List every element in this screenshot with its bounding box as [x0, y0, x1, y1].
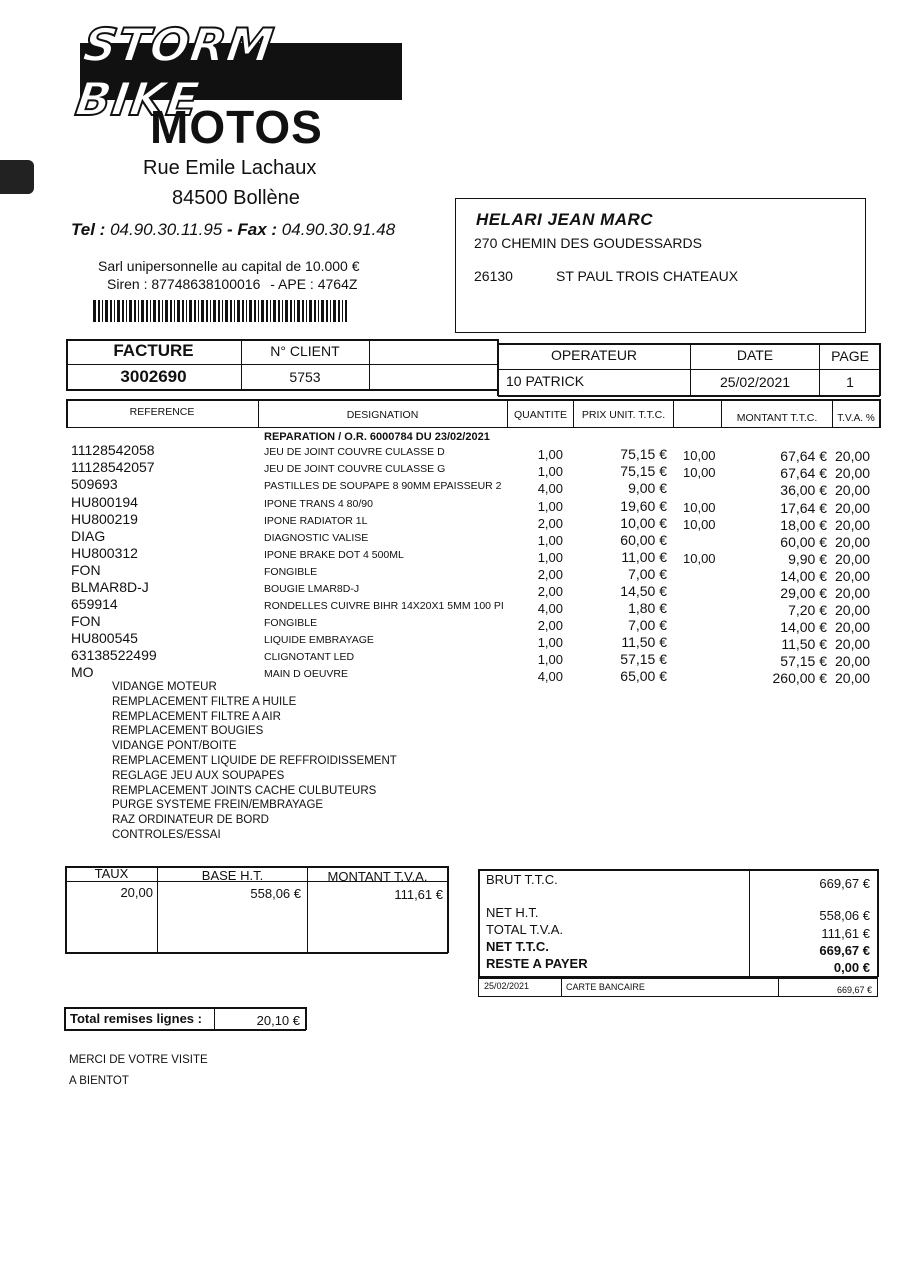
item-vat-rate: 20,00	[835, 482, 871, 498]
column-tva: T.V.A. %	[837, 413, 875, 424]
item-quantity: 2,00	[537, 584, 563, 599]
list-item: PURGE SYSTEME FREIN/EMBRAYAGE	[112, 799, 324, 812]
barcode-bar	[110, 300, 112, 322]
item-quantity: 1,00	[537, 533, 563, 548]
item-unit-price: 19,60 €	[620, 498, 667, 514]
vat-montant-label: MONTANT T.V.A.	[327, 869, 428, 884]
list-item: VIDANGE PONT/BOITE	[112, 740, 237, 753]
item-unit-price: 60,00 €	[620, 532, 667, 548]
list-item: REMPLACEMENT BOUGIES	[112, 725, 264, 738]
barcode-bar	[254, 300, 256, 322]
item-vat-rate: 20,00	[835, 585, 871, 601]
list-item: RAZ ORDINATEUR DE BORD	[112, 814, 269, 827]
item-designation: FONGIBLE	[264, 617, 318, 629]
item-vat-rate: 20,00	[835, 500, 871, 516]
barcode-bar	[93, 300, 96, 322]
item-reference: DIAG	[71, 528, 106, 544]
barcode-bar	[333, 300, 336, 322]
item-vat-rate: 20,00	[835, 619, 871, 635]
column-quantite: QUANTITE	[513, 409, 568, 421]
item-amount: 36,00 €	[780, 482, 827, 498]
remises-label: Total remises lignes :	[70, 1011, 202, 1026]
item-reference: 11128542058	[71, 442, 155, 458]
operator-value: 10 PATRICK	[506, 373, 585, 389]
item-designation: MAIN D OEUVRE	[264, 668, 349, 680]
barcode-bar	[225, 300, 228, 322]
barcode-bar	[174, 300, 175, 322]
company-siren	[107, 276, 357, 292]
item-amount: 60,00 €	[780, 534, 827, 550]
barcode-bar	[105, 300, 108, 322]
net-ht-label: NET H.T.	[486, 905, 539, 920]
item-reference: HU800194	[71, 494, 138, 510]
item-unit-price: 10,00 €	[620, 515, 667, 531]
barcode-bar	[165, 300, 168, 322]
item-vat-rate: 20,00	[835, 448, 871, 464]
barcode-bar	[206, 300, 208, 322]
date-value: 25/02/2021	[719, 374, 791, 390]
item-vat-rate: 20,00	[835, 636, 871, 652]
barcode-bar	[321, 300, 324, 322]
item-unit-price: 75,15 €	[620, 446, 667, 462]
item-reference: FON	[71, 562, 101, 578]
item-amount: 67,64 €	[780, 465, 827, 481]
item-reference: 11128542057	[71, 459, 155, 475]
client-number-label: N° CLIENT	[270, 343, 340, 359]
item-reference: HU800545	[71, 630, 138, 646]
client-zip: 26130	[474, 268, 513, 284]
item-amount: 57,15 €	[780, 653, 827, 669]
barcode-bar	[297, 300, 300, 322]
barcode-bar	[102, 300, 103, 322]
barcode-bar	[237, 300, 240, 322]
payment-amount: 669,67 €	[836, 985, 872, 995]
barcode-bar	[153, 300, 156, 322]
column-designation: DESIGNATION	[346, 409, 419, 421]
vat-base-label: BASE H.T.	[201, 868, 264, 883]
barcode-bar	[249, 300, 252, 322]
item-quantity: 1,00	[537, 635, 563, 650]
barcode-bar	[129, 300, 132, 322]
barcode-bar	[213, 300, 216, 322]
item-unit-price: 11,50 €	[621, 634, 667, 650]
item-unit-price: 14,50 €	[620, 583, 667, 599]
item-amount: 14,00 €	[780, 619, 827, 635]
barcode-bar	[186, 300, 187, 322]
item-designation: LIQUIDE EMBRAYAGE	[264, 634, 374, 646]
barcode-bar	[162, 300, 163, 322]
barcode-bar	[218, 300, 220, 322]
barcode-bar	[222, 300, 223, 322]
item-designation: BOUGIE LMAR8D-J	[264, 583, 360, 595]
item-vat-rate: 20,00	[835, 517, 871, 533]
company-logo	[72, 17, 402, 126]
barcode-bar	[330, 300, 331, 322]
barcode-bar	[246, 300, 247, 322]
logo-text: STORM BIKE	[72, 17, 278, 126]
operator-label: OPERATEUR	[550, 347, 638, 363]
item-unit-price: 57,15 €	[620, 651, 667, 667]
barcode-bar	[261, 300, 264, 322]
list-item: REMPLACEMENT FILTRE A HUILE	[112, 695, 297, 708]
reste-value: 0,00 €	[833, 960, 870, 975]
item-unit-price: 75,15 €	[620, 463, 667, 479]
client-number: 5753	[289, 369, 321, 385]
item-reference: FON	[71, 613, 101, 629]
item-discount: 10,00	[683, 465, 716, 480]
item-unit-price: 7,00 €	[628, 617, 667, 633]
item-discount: 10,00	[683, 551, 716, 566]
barcode-bar	[210, 300, 211, 322]
footer-thanks: MERCI DE VOTRE VISITE	[69, 1054, 208, 1066]
company-phone-line	[71, 220, 395, 240]
barcode-bar	[122, 300, 124, 322]
item-amount: 17,64 €	[780, 500, 827, 516]
scan-mark	[0, 160, 34, 194]
item-quantity: 1,00	[537, 550, 563, 565]
item-amount: 260,00 €	[772, 670, 827, 686]
barcode-bar	[230, 300, 232, 322]
client-address: 270 CHEMIN DES GOUDESSARDS	[474, 235, 702, 251]
barcode-bar	[314, 300, 316, 322]
item-designation: IPONE TRANS 4 80/90	[264, 498, 373, 510]
siren-text: Siren : 87748638100016	[107, 276, 261, 292]
list-item: VIDANGE MOTEUR	[112, 681, 217, 693]
barcode-bar	[338, 300, 340, 322]
list-item: REMPLACEMENT LIQUIDE DE REFFROIDISSEMENT	[112, 755, 397, 767]
net-ttc-value: 669,67 €	[819, 943, 870, 958]
barcode-bar	[326, 300, 328, 322]
fax-number: 04.90.30.91.48	[281, 220, 396, 239]
ape-text: - APE : 4764Z	[270, 276, 358, 292]
net-ht-value: 558,06 €	[819, 908, 870, 923]
page-label: PAGE	[831, 348, 869, 364]
barcode-bar	[345, 300, 347, 322]
company-street: Rue Emile Lachaux	[143, 157, 317, 179]
company-name: MOTOS	[150, 101, 323, 153]
barcode-bar	[242, 300, 244, 322]
payment-method: CARTE BANCAIRE	[566, 982, 645, 992]
barcode-bar	[278, 300, 280, 322]
tel-number: 04.90.30.11.95	[110, 220, 223, 239]
barcode-bar	[273, 300, 276, 322]
barcode-bar	[290, 300, 292, 322]
item-designation: IPONE RADIATOR 1L	[264, 515, 368, 527]
item-reference: HU800312	[71, 545, 138, 561]
item-quantity: 1,00	[537, 652, 563, 667]
barcode-bar	[342, 300, 343, 322]
item-reference: 659914	[71, 596, 118, 612]
item-discount: 10,00	[683, 448, 716, 463]
item-reference: MO	[71, 664, 94, 680]
barcode-bar	[318, 300, 319, 322]
total-tva-value: 111,61 €	[821, 926, 870, 941]
column-prix: PRIX UNIT. T.T.C.	[581, 409, 666, 421]
tel-label: Tel :	[71, 220, 106, 239]
barcode-bar	[201, 300, 204, 322]
item-unit-price: 7,00 €	[628, 566, 667, 582]
client-city: ST PAUL TROIS CHATEAUX	[556, 268, 739, 284]
item-vat-rate: 20,00	[835, 465, 871, 481]
item-unit-price: 9,00 €	[628, 480, 667, 496]
barcode-bar	[194, 300, 196, 322]
column-reference: REFERENCE	[129, 406, 195, 418]
list-item: REMPLACEMENT FILTRE A AIR	[112, 710, 281, 723]
vat-montant-value: 111,61 €	[394, 887, 443, 902]
item-designation: JEU DE JOINT COUVRE CULASSE G	[264, 463, 446, 475]
barcode-bar	[138, 300, 139, 322]
item-amount: 9,90 €	[788, 551, 827, 567]
company-legal: Sarl unipersonnelle au capital de 10.000 €	[98, 258, 360, 274]
footer-goodbye: A BIENTOT	[69, 1075, 129, 1087]
barcode-bar	[141, 300, 144, 322]
total-tva-label: TOTAL T.V.A.	[486, 922, 564, 937]
item-quantity: 4,00	[537, 601, 563, 616]
item-designation: RONDELLES CUIVRE BIHR 14X20X1 5MM 100 PI	[264, 600, 504, 612]
barcode-bar	[170, 300, 172, 322]
list-item: REMPLACEMENT JOINTS CACHE CULBUTEURS	[112, 784, 377, 797]
barcode-bar	[306, 300, 307, 322]
client-name: HELARI JEAN MARC	[476, 210, 654, 229]
barcode-bar	[189, 300, 192, 322]
barcode-bar	[285, 300, 288, 322]
item-reference: 63138522499	[71, 647, 157, 663]
company-city: 84500 Bollène	[172, 187, 300, 209]
barcode-bar	[182, 300, 184, 322]
item-discount: 10,00	[683, 500, 716, 515]
item-vat-rate: 20,00	[835, 568, 871, 584]
barcode-bar	[266, 300, 268, 322]
column-montant: MONTANT T.T.C.	[736, 412, 818, 424]
item-unit-price: 11,00 €	[621, 549, 667, 565]
item-quantity: 1,00	[537, 499, 563, 514]
item-vat-rate: 20,00	[835, 670, 871, 686]
item-quantity: 2,00	[537, 567, 563, 582]
item-quantity: 2,00	[537, 516, 563, 531]
item-vat-rate: 20,00	[835, 551, 871, 567]
item-amount: 18,00 €	[780, 517, 827, 533]
barcode-bar	[177, 300, 180, 322]
vat-base-value: 558,06 €	[250, 886, 301, 901]
barcode-bar	[282, 300, 283, 322]
vat-taux-value: 20,00	[120, 885, 153, 900]
page-value: 1	[846, 374, 854, 390]
item-reference: 509693	[71, 476, 118, 492]
barcode-bar	[158, 300, 160, 322]
item-designation: PASTILLES DE SOUPAPE 8 90MM EPAISSEUR 2	[264, 480, 502, 492]
item-unit-price: 1,80 €	[628, 600, 667, 616]
barcode-bar	[258, 300, 259, 322]
barcode-icon	[93, 300, 347, 322]
facture-label: FACTURE	[113, 341, 194, 360]
remises-value: 20,10 €	[256, 1013, 300, 1028]
item-vat-rate: 20,00	[835, 602, 871, 618]
vat-taux-label: TAUX	[94, 866, 129, 881]
item-designation: DIAGNOSTIC VALISE	[264, 532, 369, 544]
fax-label: - Fax :	[226, 220, 278, 239]
item-quantity: 1,00	[537, 447, 563, 462]
barcode-bar	[234, 300, 235, 322]
item-discount: 10,00	[683, 517, 716, 532]
barcode-bar	[98, 300, 100, 322]
barcode-bar	[134, 300, 136, 322]
item-designation: CLIGNOTANT LED	[264, 651, 355, 663]
barcode-bar	[114, 300, 115, 322]
repair-order-line: REPARATION / O.R. 6000784 DU 23/02/2021	[264, 431, 490, 443]
item-amount: 29,00 €	[780, 585, 827, 601]
item-amount: 7,20 €	[788, 602, 827, 618]
barcode-bar	[146, 300, 148, 322]
date-label: DATE	[736, 347, 774, 363]
barcode-bar	[198, 300, 199, 322]
barcode-bar	[150, 300, 151, 322]
barcode-bar	[126, 300, 127, 322]
item-quantity: 1,00	[537, 464, 563, 479]
net-ttc-label: NET T.T.C.	[486, 939, 549, 954]
barcode-bar	[302, 300, 304, 322]
reste-label: RESTE A PAYER	[486, 956, 588, 971]
barcode-bar	[309, 300, 312, 322]
facture-number: 3002690	[120, 367, 187, 386]
barcode-bar	[270, 300, 271, 322]
item-quantity: 4,00	[537, 481, 563, 496]
barcode-bar	[117, 300, 120, 322]
item-amount: 67,64 €	[780, 448, 827, 464]
item-quantity: 2,00	[537, 618, 563, 633]
item-amount: 14,00 €	[780, 568, 827, 584]
item-unit-price: 65,00 €	[620, 668, 667, 684]
item-vat-rate: 20,00	[835, 534, 871, 550]
barcode-bar	[294, 300, 295, 322]
item-reference: BLMAR8D-J	[71, 579, 149, 595]
list-item: REGLAGE JEU AUX SOUPAPES	[112, 769, 285, 782]
payment-date: 25/02/2021	[484, 981, 530, 991]
item-amount: 11,50 €	[781, 636, 827, 652]
brut-value: 669,67 €	[819, 876, 870, 891]
brut-label: BRUT T.T.C.	[486, 872, 558, 887]
list-item: CONTROLES/ESSAI	[112, 829, 221, 841]
item-vat-rate: 20,00	[835, 653, 871, 669]
item-designation: JEU DE JOINT COUVRE CULASSE D	[264, 446, 445, 458]
item-designation: FONGIBLE	[264, 566, 318, 578]
item-reference: HU800219	[71, 511, 138, 527]
item-quantity: 4,00	[537, 669, 563, 684]
item-designation: IPONE BRAKE DOT 4 500ML	[264, 549, 404, 561]
